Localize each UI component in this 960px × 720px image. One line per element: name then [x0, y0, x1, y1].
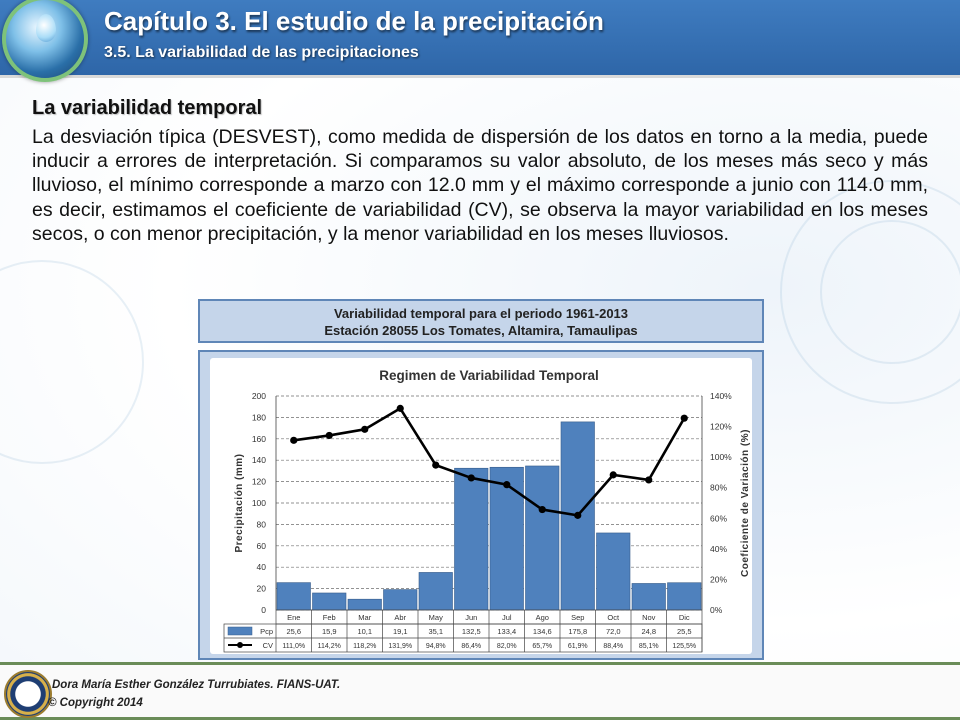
data-label-cv: 111,0% — [282, 643, 306, 650]
data-label-cv: 114,2% — [317, 643, 341, 650]
x-tick-label: Jul — [501, 613, 512, 622]
y-tick-label: 20 — [256, 583, 266, 594]
bar-pcp — [490, 467, 524, 610]
y-tick-label: 140 — [251, 455, 266, 466]
bar-pcp — [455, 468, 489, 610]
point-cv — [326, 432, 333, 439]
data-label-pcp: 134,6 — [532, 627, 552, 636]
bar-pcp — [419, 572, 453, 610]
globe-logo-icon — [2, 0, 88, 82]
y-right-axis-title: Coeficiente de Variación (%) — [740, 429, 751, 577]
y-tick-label: 100 — [251, 498, 266, 508]
data-label-pcp: 24,8 — [641, 627, 657, 636]
data-label-pcp: 25,6 — [286, 627, 302, 636]
x-tick-label: Nov — [642, 613, 656, 622]
y-tick-label: 80 — [256, 519, 266, 530]
data-label-pcp: 19,1 — [392, 627, 408, 636]
data-label-pcp: 35,1 — [428, 627, 444, 636]
point-cv — [574, 512, 581, 519]
data-label-cv: 65,7% — [532, 643, 553, 650]
y-right-tick-label: 120% — [710, 421, 732, 432]
point-cv — [681, 415, 688, 422]
x-tick-label: Abr — [394, 613, 407, 622]
bar-pcp — [668, 583, 702, 610]
data-label-pcp: 72,0 — [605, 627, 621, 636]
data-label-cv: 125,5% — [672, 643, 697, 650]
slide-footer — [0, 662, 960, 720]
data-label-cv: 85,1% — [638, 643, 659, 650]
body-paragraph: La desviación típica (DESVEST), como medida de dispersión de los datos en torno a la media, puede inducir a errores de interpretación. Si comparamos su valor absoluto, de los meses más seco y más lluvioso, el mínimo corresponde a marzo con 12.0 mm y el máximo corresponde a junio con 114.0 mm, es decir, estimamos el coeficiente de variabilidad (CV), se observa la mayor variabilidad en los meses secos, o con menor precipitación, y la menor variabilidad en los meses lluviosos. — [32, 126, 928, 245]
data-label-pcp: 25,5 — [676, 627, 692, 636]
y-tick-label: 0 — [261, 605, 266, 615]
y-axis-title: Precipitación (mm) — [234, 453, 245, 553]
chart-title: Regimen de Variabilidad Temporal — [379, 368, 599, 383]
y-right-tick-label: 40% — [710, 543, 728, 554]
data-label-cv: 118,2% — [353, 643, 377, 650]
caption-line-1: Variabilidad temporal para el periodo 1961-2013 — [333, 306, 629, 321]
y-right-tick-label: 60% — [710, 513, 728, 524]
slide-subtitle: 3.5. La variabilidad de las precipitaciones — [104, 44, 419, 61]
x-tick-label: Feb — [322, 613, 336, 622]
y-right-tick-label: 140% — [710, 391, 732, 401]
y-right-tick-label: 0% — [710, 605, 723, 615]
variability-chart — [200, 352, 762, 658]
data-label-cv: 61,9% — [567, 643, 588, 650]
chart-caption — [198, 299, 764, 343]
y-tick-label: 160 — [251, 433, 266, 444]
y-tick-label: 180 — [251, 412, 266, 423]
caption-line-2: Estación 28055 Los Tomates, Altamira, Tamaulipas — [324, 323, 638, 338]
chart-panel — [198, 350, 764, 660]
data-label-pcp: 15,9 — [321, 627, 337, 636]
legend-key-pcp — [228, 627, 252, 635]
x-tick-label: Dic — [678, 613, 690, 622]
point-cv — [361, 426, 368, 433]
decorative-ripple — [0, 260, 144, 464]
x-tick-label: May — [428, 613, 443, 622]
data-label-cv: 88,4% — [603, 643, 624, 650]
y-tick-label: 200 — [251, 391, 266, 401]
x-tick-label: Oct — [607, 613, 620, 622]
data-label-cv: 82,0% — [496, 643, 517, 650]
x-tick-label: Ago — [535, 613, 549, 622]
y-right-tick-label: 80% — [710, 482, 728, 493]
x-tick-label: Jun — [465, 613, 478, 622]
y-tick-label: 120 — [251, 476, 266, 487]
x-tick-label: Ene — [287, 613, 301, 622]
legend-label-cv: CV — [262, 641, 273, 650]
slide-title: Capítulo 3. El estudio de la precipitación — [104, 6, 604, 36]
point-cv — [539, 506, 546, 513]
section-heading: La variabilidad temporal — [32, 97, 263, 119]
legend-key-cv-marker — [237, 642, 243, 648]
point-cv — [432, 461, 439, 468]
footer-copyright: © Copyright 2014 — [48, 697, 143, 709]
bar-pcp — [384, 590, 418, 610]
bar-pcp — [313, 593, 347, 610]
x-tick-label: Mar — [358, 613, 372, 622]
y-right-tick-label: 20% — [710, 574, 728, 585]
bar-pcp — [348, 599, 382, 610]
y-right-tick-label: 100% — [710, 452, 732, 463]
bar-pcp — [597, 533, 631, 610]
data-label-pcp: 133,4 — [497, 627, 517, 636]
point-cv — [610, 471, 617, 478]
point-cv — [468, 474, 475, 481]
bar-pcp — [277, 583, 311, 610]
point-cv — [397, 405, 404, 412]
slide-header — [0, 0, 960, 78]
bar-pcp — [526, 466, 560, 610]
data-label-pcp: 175,8 — [568, 627, 588, 636]
legend-label-pcp: Pcp — [260, 627, 273, 636]
data-label-cv: 131,9% — [388, 643, 413, 650]
data-label-pcp: 10,1 — [357, 627, 373, 636]
university-emblem-icon — [4, 670, 52, 718]
point-cv — [645, 476, 652, 483]
data-label-cv: 86,4% — [461, 643, 482, 650]
data-label-pcp: 132,5 — [461, 627, 481, 636]
y-tick-label: 60 — [256, 540, 266, 551]
footer-author: Dora María Esther González Turrubiates. FIANS-UAT. — [52, 679, 341, 691]
data-label-cv: 94,8% — [425, 643, 446, 650]
y-tick-label: 40 — [256, 562, 266, 573]
point-cv — [290, 437, 297, 444]
point-cv — [503, 481, 510, 488]
bar-pcp — [632, 583, 666, 610]
x-tick-label: Sep — [571, 613, 585, 622]
